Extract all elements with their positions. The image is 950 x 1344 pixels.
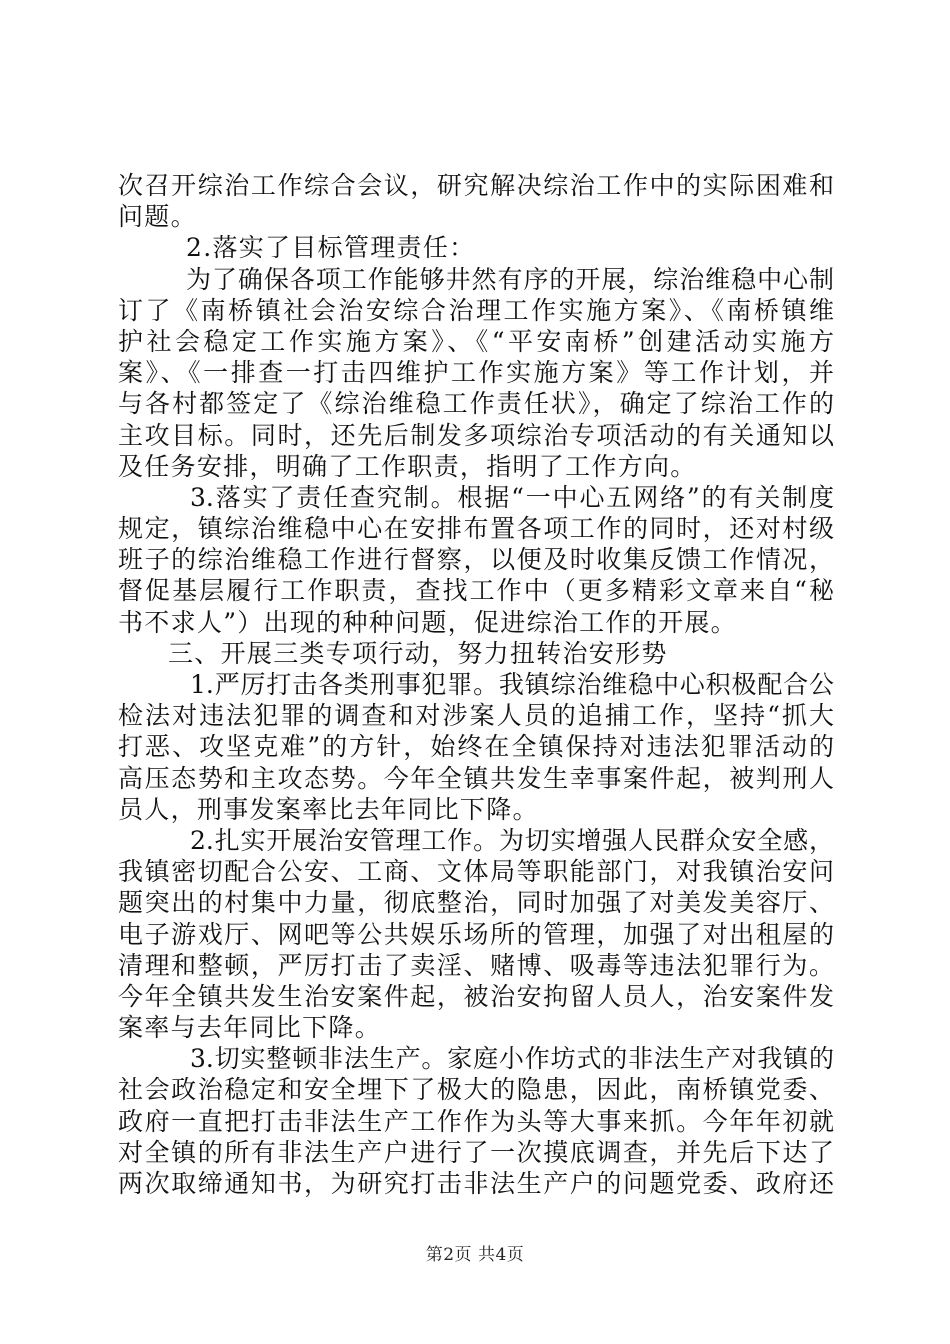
text-line: 电子游戏厅、网吧等公共娱乐场所的管理，加强了对出租屋的 <box>118 919 834 949</box>
document-body <box>118 170 834 1199</box>
text-line: 次召开综治工作综合会议，研究解决综治工作中的实际困难和 <box>118 171 834 200</box>
text-line: 与各村都签定了《综治维稳工作责任状》，确定了综治工作的 <box>118 389 834 419</box>
text-line: 社会政治稳定和安全埋下了极大的隐患，因此，南桥镇党委、 <box>118 1075 834 1105</box>
text-line: 我镇密切配合公安、工商、文体局等职能部门，对我镇治安问 <box>118 857 834 887</box>
text-line: 及任务安排，明确了工作职责，指明了工作方向。 <box>118 451 697 481</box>
text-line: 政府一直把打击非法生产工作作为头等大事来抓。今年年初就 <box>118 1106 834 1136</box>
text-line: 问题。 <box>118 202 197 232</box>
text-line: 打恶、攻坚克难”的方针，始终在全镇保持对违法犯罪活动的 <box>118 732 834 762</box>
text-line: 今年全镇共发生治安案件起，被治安拘留人员人，治安案件发 <box>118 981 834 1011</box>
text-line: 检法对违法犯罪的调查和对涉案人员的追捕工作，坚持“抓大 <box>118 701 834 731</box>
text-line: 3.落实了责任查究制。根据“一中心五网络”的有关制度 <box>190 482 834 512</box>
text-line: 清理和整顿，严厉打击了卖淫、赌博、吸毒等违法犯罪行为。 <box>118 950 834 980</box>
text-line: 2.扎实开展治安管理工作。为切实增强人民群众安全感， <box>190 825 834 855</box>
text-line: 班子的综治维稳工作进行督察，以便及时收集反馈工作情况， <box>118 545 834 575</box>
text-line: 规定，镇综治维稳中心在安排布置各项工作的同时，还对村级 <box>118 514 834 544</box>
text-line: 题突出的村集中力量，彻底整治，同时加强了对美发美容厅、 <box>118 888 834 918</box>
text-line: 员人，刑事发案率比去年同比下降。 <box>118 794 539 824</box>
text-line: 主攻目标。同时，还先后制发多项综治专项活动的有关通知以 <box>118 420 834 450</box>
text-line: 对全镇的所有非法生产户进行了一次摸底调查，并先后下达了 <box>118 1137 834 1167</box>
text-line: 3.切实整顿非法生产。家庭小作坊式的非法生产对我镇的 <box>190 1044 834 1074</box>
text-line: 案》、《一排查一打击四维护工作实施方案》等工作计划，并 <box>118 358 834 388</box>
section-subheading: 2.落实了目标管理责任： <box>186 233 476 263</box>
text-line: 两次取缔通知书，为研究打击非法生产户的问题党委、政府还 <box>118 1169 834 1198</box>
text-line: 案率与去年同比下降。 <box>118 1013 382 1043</box>
text-line: 高压态势和主攻态势。今年全镇共发生幸事案件起，被判刑人 <box>118 763 834 793</box>
page-number-footer: 第2页 共4页 <box>425 1245 525 1265</box>
text-line: 1.严厉打击各类刑事犯罪。我镇综治维稳中心积极配合公 <box>190 670 834 699</box>
section-heading: 三、开展三类专项行动，努力扭转治安形势 <box>168 638 668 668</box>
text-line: 订了《南桥镇社会治安综合治理工作实施方案》、《南桥镇维 <box>118 295 834 325</box>
text-line: 护社会稳定工作实施方案》、《“平安南桥”创建活动实施方 <box>118 326 834 356</box>
text-line: 书不求人”）出现的种种问题，促进综治工作的开展。 <box>118 607 737 637</box>
text-line: 督促基层履行工作职责，查找工作中（更多精彩文章来自“秘 <box>118 576 834 606</box>
text-line: 为了确保各项工作能够井然有序的开展，综治维稳中心制 <box>186 264 834 294</box>
